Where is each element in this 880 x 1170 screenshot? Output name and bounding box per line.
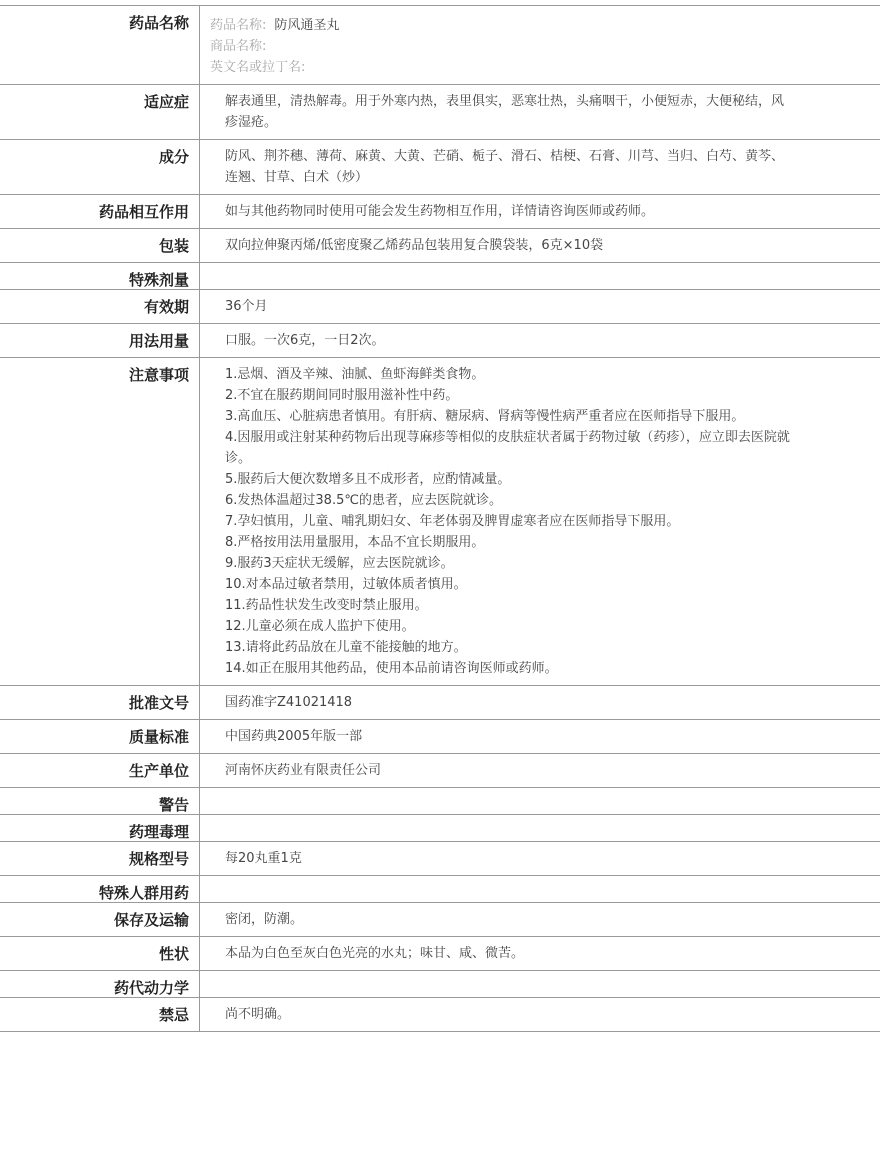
table-row — [0, 842, 880, 876]
table-row — [0, 903, 880, 937]
drug-info-table — [0, 5, 880, 1032]
table-row — [0, 815, 880, 842]
note-item: 6.发热体温超过38.5℃的患者，应去医院就诊。 — [225, 493, 502, 508]
rows-group-after-notes — [0, 686, 880, 1032]
table-row — [0, 229, 880, 263]
table-row — [0, 876, 880, 903]
row-label: 成分 — [0, 140, 200, 194]
rows-group-before-notes — [0, 85, 880, 358]
row-value: 尚不明确。 — [225, 1007, 291, 1022]
row-label: 批准文号 — [0, 686, 200, 719]
row-label: 性状 — [0, 937, 200, 970]
generic-name-key: 药品名称: — [210, 18, 267, 33]
row-value: 河南怀庆药业有限责任公司 — [225, 763, 382, 778]
english-name-line — [210, 57, 820, 78]
row-label: 用法用量 — [0, 324, 200, 357]
row-label: 生产单位 — [0, 754, 200, 787]
row-value — [200, 876, 880, 902]
note-item: 11.药品性状发生改变时禁止服用。 — [225, 598, 428, 613]
row-value: 防风、荆芥穗、薄荷、麻黄、大黄、芒硝、栀子、滑石、桔梗、石膏、川芎、当归、白芍、黄芩、连翘、甘草、白术（炒） — [225, 149, 785, 185]
note-item: 2.不宜在服药期间同时服用滋补性中药。 — [225, 388, 459, 403]
row-label: 警告 — [0, 788, 200, 814]
table-row — [0, 754, 880, 788]
note-item: 1.忌烟、酒及辛辣、油腻、鱼虾海鲜类食物。 — [225, 367, 485, 382]
table-row — [0, 324, 880, 358]
row-value: 解表通里，清热解毒。用于外寒内热，表里俱实，恶寒壮热，头痛咽干，小便短赤，大便秘结，风疹湿疮。 — [225, 94, 785, 130]
table-row — [0, 788, 880, 815]
table-row — [0, 290, 880, 324]
row-label: 适应症 — [0, 85, 200, 139]
generic-name-line — [210, 15, 820, 36]
trade-name-line — [210, 36, 820, 57]
note-item: 13.请将此药品放在儿童不能接触的地方。 — [225, 640, 467, 655]
row-value: 本品为白色至灰白色光亮的水丸；味甘、咸、微苦。 — [225, 946, 525, 961]
row-label: 药品相互作用 — [0, 195, 200, 228]
table-row — [0, 720, 880, 754]
row-label: 保存及运输 — [0, 903, 200, 936]
row-label: 药代动力学 — [0, 971, 200, 997]
generic-name-value: 防风通圣丸 — [274, 18, 340, 33]
table-row — [0, 85, 880, 140]
row-label: 特殊剂量 — [0, 263, 200, 289]
table-row — [0, 140, 880, 195]
row-value: 双向拉伸聚丙烯/低密度聚乙烯药品包装用复合膜袋装，6克×10袋 — [225, 238, 604, 253]
note-item: 8.严格按用法用量服用，本品不宜长期服用。 — [225, 535, 485, 550]
table-row-notes — [0, 358, 880, 686]
note-item: 5.服药后大便次数增多且不成形者，应酌情减量。 — [225, 472, 511, 487]
row-label: 药品名称 — [0, 6, 200, 84]
row-value — [200, 263, 880, 289]
table-row — [0, 998, 880, 1032]
row-value: 36个月 — [225, 299, 268, 314]
note-item: 9.服药3天症状无缓解，应去医院就诊。 — [225, 556, 454, 571]
row-value — [200, 971, 880, 997]
row-value: 如与其他药物同时使用可能会发生药物相互作用，详情请咨询医师或药师。 — [225, 204, 655, 219]
row-label: 规格型号 — [0, 842, 200, 875]
row-label: 药理毒理 — [0, 815, 200, 841]
row-value: 国药准字Z41021418 — [225, 695, 353, 710]
note-item: 3.高血压、心脏病患者慎用。有肝病、糖尿病、肾病等慢性病严重者应在医师指导下服用。 — [225, 409, 745, 424]
note-item: 12.儿童必须在成人监护下使用。 — [225, 619, 415, 634]
row-value — [200, 815, 880, 841]
row-value: 密闭，防潮。 — [225, 912, 304, 927]
note-item: 10.对本品过敏者禁用，过敏体质者慎用。 — [225, 577, 467, 592]
notes-list — [200, 358, 880, 685]
table-row — [0, 195, 880, 229]
row-label: 包装 — [0, 229, 200, 262]
trade-name-key: 商品名称: — [210, 39, 267, 54]
row-value: 中国药典2005年版一部 — [225, 729, 363, 744]
table-row — [0, 971, 880, 998]
note-item: 7.孕妇慎用，儿童、哺乳期妇女、年老体弱及脾胃虚寒者应在医师指导下服用。 — [225, 514, 680, 529]
table-row-drug-name — [0, 6, 880, 85]
table-row — [0, 263, 880, 290]
drug-name-block — [200, 6, 880, 84]
english-name-key: 英文名或拉丁名: — [210, 60, 306, 75]
row-value: 口服。一次6克，一日2次。 — [225, 333, 385, 348]
row-label: 禁忌 — [0, 998, 200, 1031]
table-row — [0, 686, 880, 720]
row-value: 每20丸重1克 — [225, 851, 302, 866]
row-label: 质量标准 — [0, 720, 200, 753]
note-item: 14.如正在服用其他药品，使用本品前请咨询医师或药师。 — [225, 661, 558, 676]
row-label: 注意事项 — [0, 358, 200, 685]
row-label: 有效期 — [0, 290, 200, 323]
row-value — [200, 788, 880, 814]
table-row — [0, 937, 880, 971]
note-item: 4.因服用或注射某种药物后出现荨麻疹等相似的皮肤症状者属于药物过敏（药疹），应立即去医院就诊。 — [225, 430, 790, 466]
row-label: 特殊人群用药 — [0, 876, 200, 902]
